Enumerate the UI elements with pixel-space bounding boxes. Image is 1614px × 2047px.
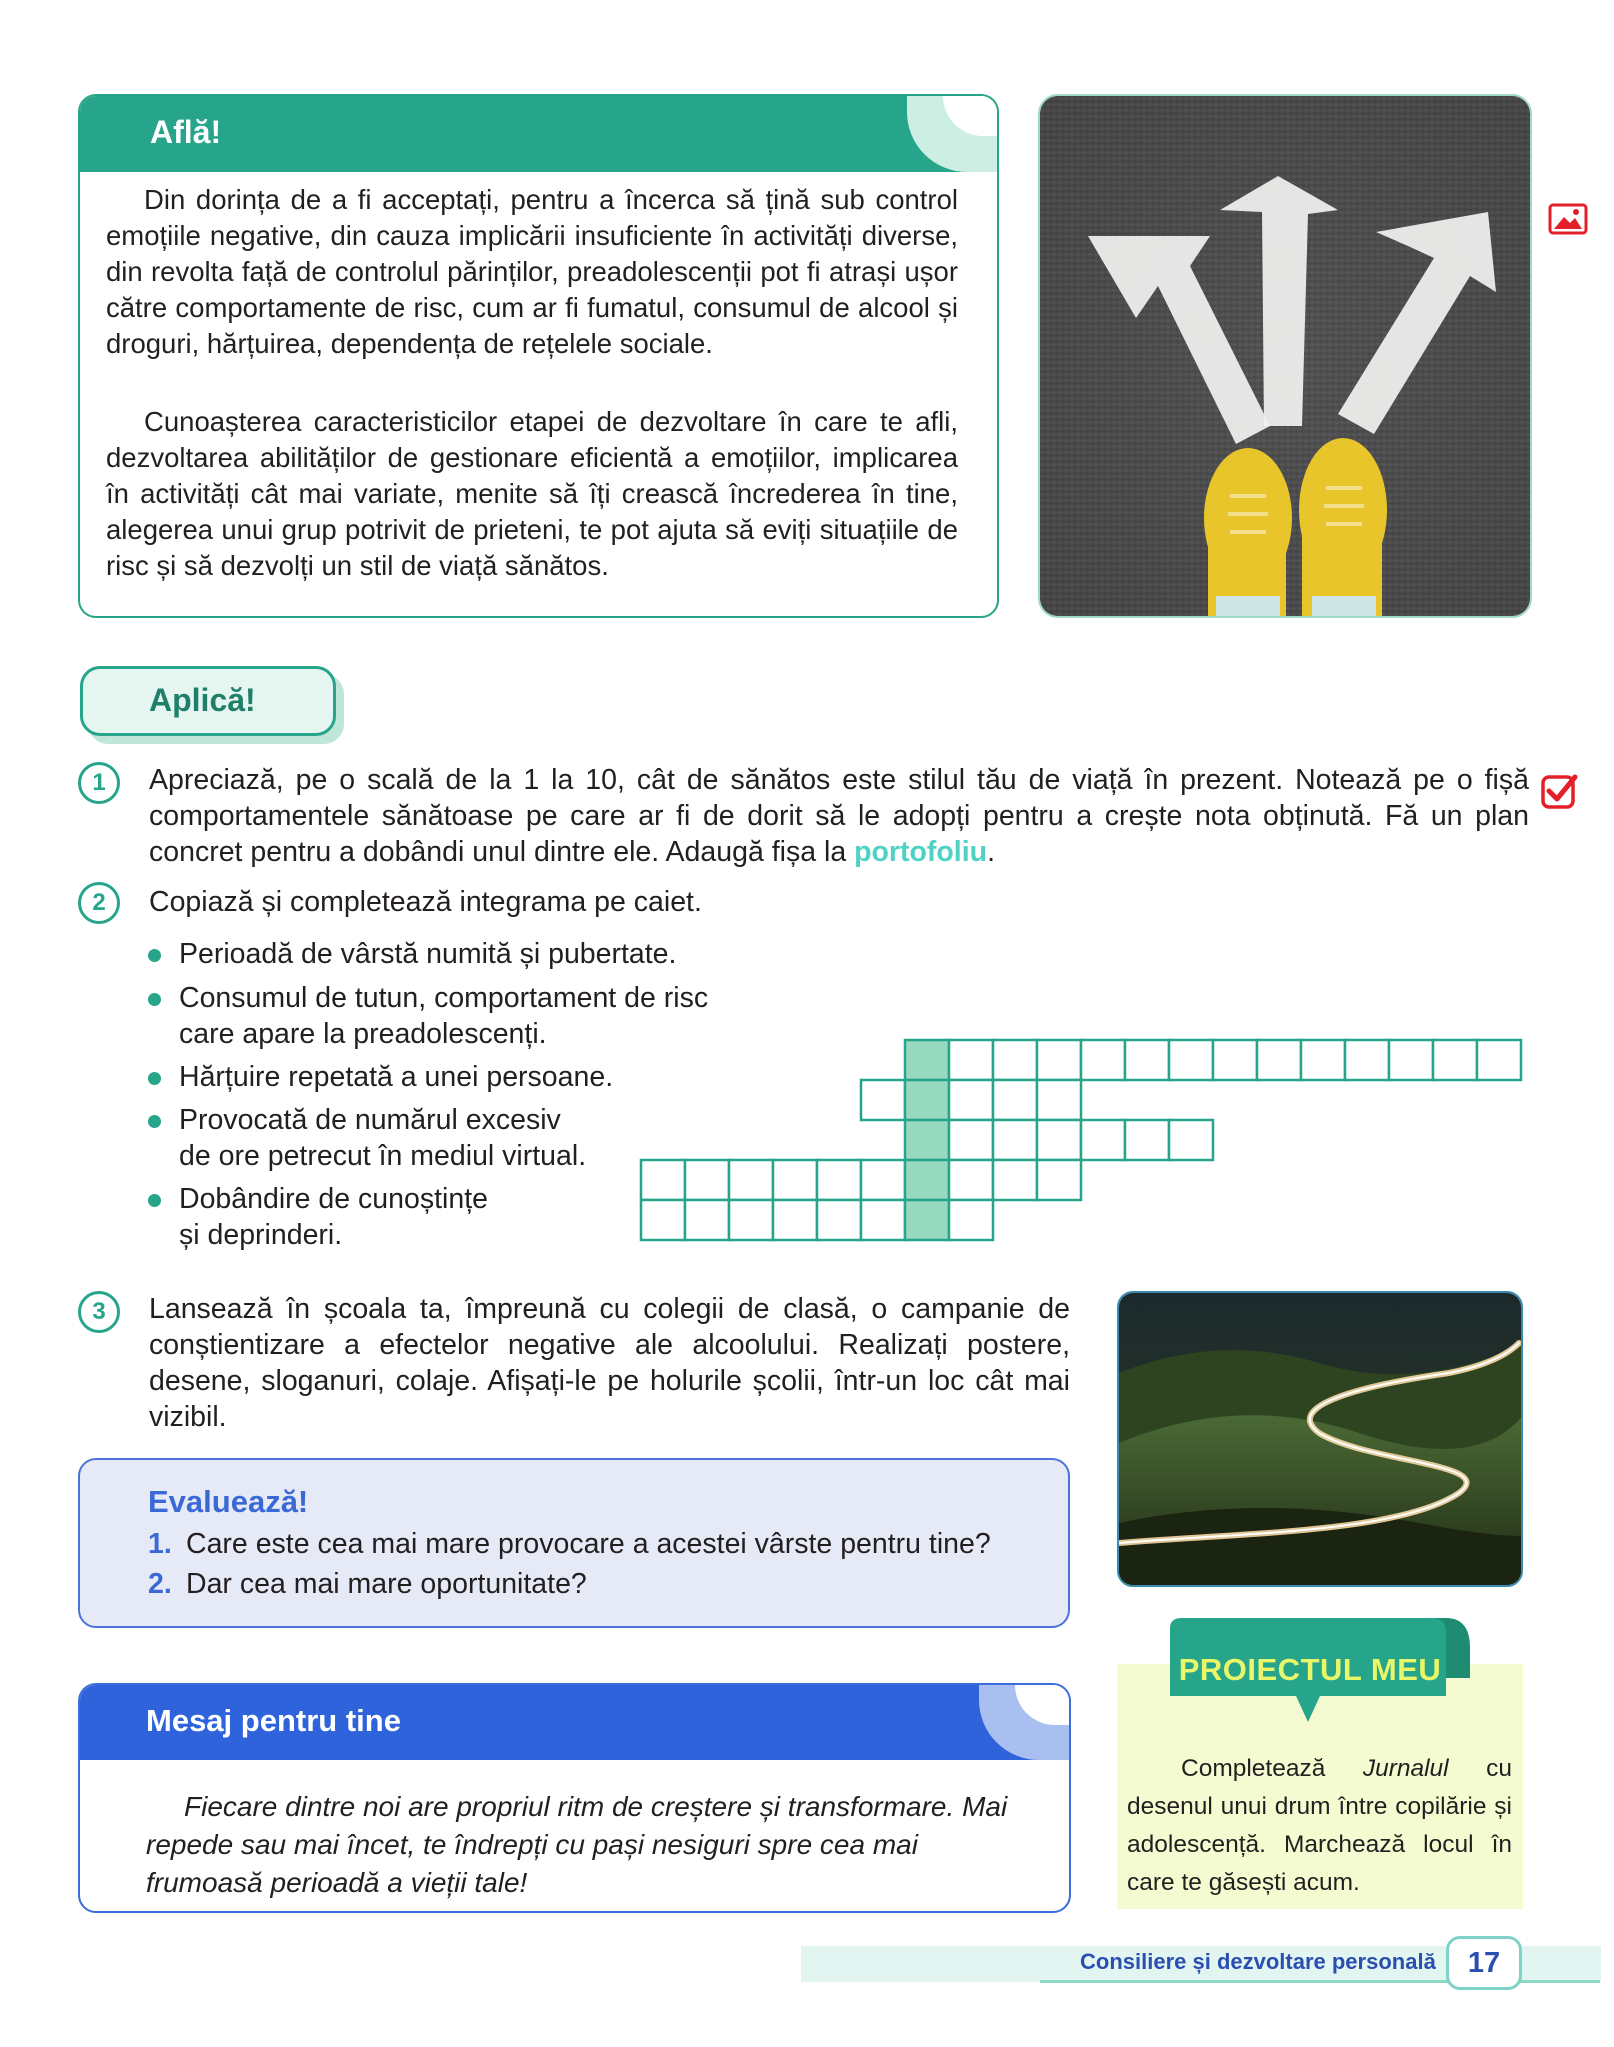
bullet-dot [148,949,161,962]
clue-text: Hărțuire repetată a unei persoane. [179,1061,614,1093]
crossword-cell [685,1160,729,1200]
aplica-title: Aplică! [149,682,256,718]
evalueaza-question-2 [148,1566,587,1602]
crossword-cell [1037,1120,1081,1160]
task-3-number: 3 [78,1291,120,1333]
task-1-body: Apreciază, pe o scală de la 1 la 10, cât de sănătos este stilul tău de viață în prezent. Notează pe o fișă comportamentele sănătoase pe care ar fi de dorit să le adopți pentru a crește nota obținută. Fă un plan concret pentru a dobândi unul dintre ele. Adaugă fișa la [149,764,1529,868]
crossword-cell [1213,1040,1257,1080]
crossword-cell [949,1160,993,1200]
crossword-cell [729,1160,773,1200]
crossword-cell [641,1200,685,1240]
evalueaza-box [78,1458,1070,1628]
evalueaza-question-1 [148,1526,991,1562]
crossword-cell [641,1160,685,1200]
mesaj-text: Fiecare dintre noi are propriul ritm de creștere și transformare. Mai repede sau mai încet, te îndrepți cu pași nesiguri spre cea mai frumoasă perioadă a vieții tale! [146,1791,1008,1898]
crossword-key-cell [905,1200,949,1240]
crossword-key-cell [905,1160,949,1200]
crossword-cell [861,1080,905,1120]
crossword-cell [685,1200,729,1240]
crossword-cell [993,1160,1037,1200]
proiect-text [1127,1750,1512,1902]
crossword-cell [1345,1040,1389,1080]
question-text: Care este cea mai mare provocare a acestei vârste pentru tine? [186,1528,991,1560]
crossword-cell [1125,1040,1169,1080]
crossword-cell [1037,1080,1081,1120]
crossword-key-cell [905,1120,949,1160]
clue-text: Perioadă de vârstă numită și pubertate. [179,938,677,970]
task-3-text: Lansează în școala ta, împreună cu colegii de clasă, o campanie de conștientizare a efectelor negative ale alcoolului. Realizați postere, desene, sloganuri, colaje. Afișați-le pe holurile școlii, într-un loc cât mai vizibil. [149,1293,1070,1433]
clue-text: Dobândire de cunoștințe [179,1183,488,1215]
clue-text-line-2: și deprinderi. [179,1219,343,1251]
proiect-text-start: Completează [1181,1755,1363,1782]
crossword-cell [861,1200,905,1240]
task-2-number: 2 [78,882,120,924]
crossword-cell [1433,1040,1477,1080]
page-number: 17 [1446,1936,1522,1990]
crossword-cell [1125,1120,1169,1160]
crossword-cell [773,1160,817,1200]
crossword-cell [993,1040,1037,1080]
crossword-cell [773,1200,817,1240]
question-number: 2. [148,1568,172,1600]
crossword-cell [1169,1120,1213,1160]
clue-text: Provocată de numărul excesiv [179,1104,561,1136]
proiect-title: PROIECTUL MEU [1178,1652,1442,1687]
bullet-dot [148,1115,161,1128]
crossword-cell [1169,1040,1213,1080]
crossword-cell [993,1120,1037,1160]
crossword-cell [817,1200,861,1240]
crossword-cell [949,1040,993,1080]
arrows-and-shoes-photo [1038,94,1532,618]
crossword-cell [1301,1040,1345,1080]
mesaj-title: Mesaj pentru tine [146,1703,401,1738]
proiect-text-end: cu desenul unui drum între copilărie și adolescență. Marchează locul în care te găsești acum. [1127,1755,1512,1896]
bullet-dot [148,993,161,1006]
crossword-cell [1037,1040,1081,1080]
mesaj-box [78,1683,1071,1913]
crossword-cell [949,1120,993,1160]
crossword-key-cell [905,1040,949,1080]
crossword-cell [1257,1040,1301,1080]
crossword-cell [729,1200,773,1240]
question-text: Dar cea mai mare oportunitate? [186,1568,587,1600]
task-1-period: . [987,836,995,868]
portofoliu-link[interactable]: portofoliu [854,836,988,868]
aplica-badge [80,666,336,736]
proiect-italic-word: Jurnalul [1362,1755,1449,1782]
checklist-icon [1540,772,1578,810]
crossword-cell [861,1160,905,1200]
crossword-cell [1037,1160,1081,1200]
clue-text: Consumul de tutun, comportament de risc [179,982,709,1014]
clue-text-line-2: care apare la preadolescenți. [179,1018,547,1050]
afla-title: Află! [150,114,222,150]
clue-text-line-2: de ore petrecut în mediul virtual. [179,1140,587,1172]
task-1-text [149,762,1529,870]
evalueaza-title: Evaluează! [148,1484,309,1519]
footer-subject: Consiliere și dezvoltare personală [1080,1949,1436,1974]
bullet-dot [148,1194,161,1207]
crossword-cell [1081,1120,1125,1160]
crossword-cell [1081,1040,1125,1080]
crossword-cell [949,1080,993,1120]
image-icon [1548,203,1588,235]
bullet-dot [148,1072,161,1085]
afla-paragraph-1: Din dorința de a fi acceptați, pentru a încerca să țină sub control emoțiile negative, din cauza implicării insuficiente în activități diverse, din revolta față de controlul părinților, preadolescenții pot fi atrași ușor către comportamente de risc, cum ar fi fumatul, consumul de alcool și droguri, hărțuirea, dependența de rețelele sociale. [106,184,958,359]
crossword-cell [949,1200,993,1240]
question-number: 1. [148,1528,172,1560]
task-1-number: 1 [78,762,120,804]
crossword-key-cell [905,1080,949,1120]
crossword-cell [1477,1040,1521,1080]
afla-box [78,94,999,618]
afla-paragraph-2: Cunoașterea caracteristicilor etapei de dezvoltare în care te afli, dezvoltarea abilităților de gestionare eficientă a emoțiilor, implicarea în activități cât mai variate, menite să îți crească încrederea în tine, alegerea unui grup potrivit de prieteni, te pot ajuta să eviți situațiile de risc și să dezvolți un stil de viață sănătos. [106,406,958,581]
crossword-cell [1389,1040,1433,1080]
crossword-cell [993,1080,1037,1120]
winding-road-photo [1117,1291,1523,1587]
task-2-text: Copiază și completează integrama pe caiet. [149,886,702,918]
crossword-cell [817,1160,861,1200]
